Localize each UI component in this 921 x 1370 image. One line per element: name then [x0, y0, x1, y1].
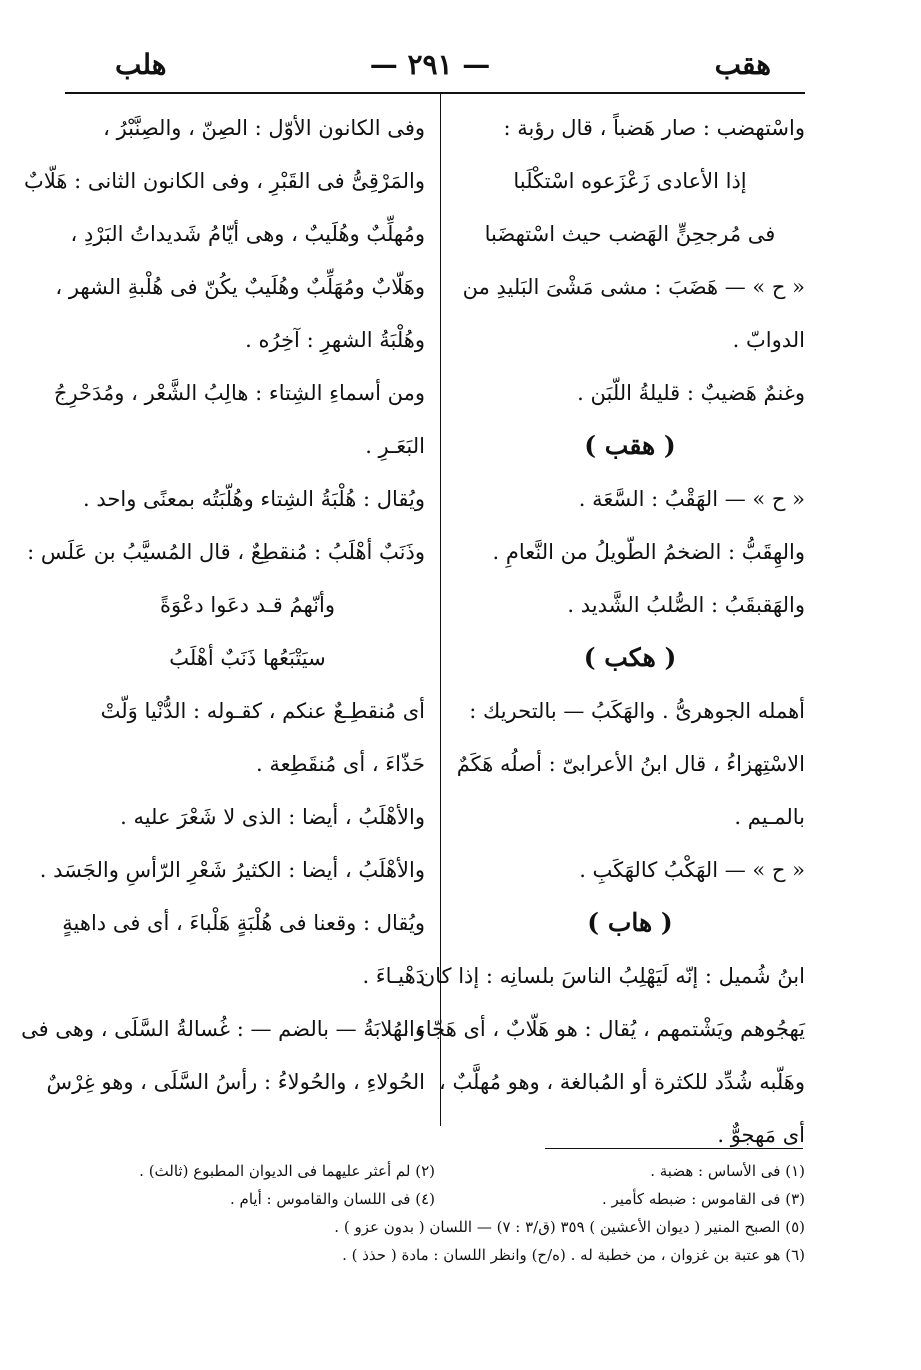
text-line: حَذّاءَ ، أى مُنقَطِعة . — [256, 752, 425, 776]
text-line: ومن أسماءِ الشِتاء : هالِبُ الشَّعْر ، ومُدَحْرِجُ — [53, 381, 425, 405]
text-line: وغنمٌ هَضيبٌ : قليلةُ اللّبَن . — [577, 381, 805, 405]
footnote: (٥) الصبح المنير ( ديوان الأعشين ) ٣٥٩ (ق/٣ : ٧) — اللسان ( بدون عزو ) . — [334, 1218, 805, 1236]
footnote: (٦) هو عتبة بن غزوان ، من خطبة له . (ه/ح) وانظر اللسان : مادة ( حذذ ) . — [342, 1246, 805, 1264]
footnote: (٣) فى القاموس : ضبطه كأمير . — [601, 1190, 805, 1208]
text-line: ويُقال : هُلْبَةُ الشِتاء وهُلّبَتُه بمعنًى واحد . — [83, 487, 425, 511]
header-left-word: هلب — [115, 48, 167, 81]
page-header — [0, 48, 921, 92]
text-line: والهُلابَةُ — بالضم — : غُسالةُ السَّلَى ، وهى فى — [21, 1017, 425, 1041]
text-line: وفى الكانون الأوّل : الصِنّ ، والصِنَّبْرُ ، — [103, 116, 425, 140]
text-line: البَعَـرِ . — [365, 434, 425, 458]
text-line: الاسْتِهزاءُ ، قال ابنُ الأعرابىّ : أصلُه هَكَمٌ — [456, 752, 805, 776]
footnote-row — [65, 1214, 805, 1242]
text-line: وهُلْبَةُ الشهرِ : آخِرُه . — [245, 328, 425, 352]
text-line: يَهجُوهم ويَشْتمهم ، يُقال : هو هَلّابٌ ، أى هَجّاء ، — [402, 1017, 805, 1041]
text-line: الدوابّ . — [732, 328, 805, 352]
text-line: دَهْيـاءَ . — [362, 964, 425, 988]
left-column — [21, 112, 425, 1119]
text-line: والأهْلَبُ ، أيضا : الكثيرُ شَعْرِ الرّأسِ والجَسَد . — [39, 858, 425, 882]
footnote-row — [65, 1158, 805, 1186]
text-line: والمَرْقِىُّ فى القَبْرِ ، وفى الكانون الثانى : هَلّابٌ — [24, 169, 425, 193]
text-line: وهَلّابٌ ومُهَلِّبٌ وهُلَيبٌ يكُنّ فى هُلْبةِ الشهر ، — [55, 275, 425, 299]
text-line: « ح » — الهَقْبُ : السَّعَة . — [578, 487, 805, 511]
header-right-word: هقب — [714, 48, 771, 81]
footnote: (١) فى الأساس : هضبة . — [650, 1162, 805, 1180]
header-rule — [65, 92, 805, 94]
entry-heading: ( هكب ) — [583, 643, 677, 672]
text-line: بالمـيم . — [734, 805, 805, 829]
text-line: « ح » — هَضَبَ : مشى مَشْىَ البَليدِ من — [462, 275, 805, 299]
footnotes — [65, 1158, 805, 1270]
footnote-row — [65, 1242, 805, 1270]
entry-heading: ( هقب ) — [584, 431, 676, 460]
page-number: — ٢٩١ — — [369, 48, 491, 81]
verse-line: إذا الأعادى زَعْزَعوه اسْتكْلَبا — [513, 169, 747, 193]
text-line: أى مَهجوٌّ . — [717, 1123, 805, 1147]
footnote: (٢) لم أعثر عليهما فى الديوان المطبوع (ثالث) . — [139, 1162, 435, 1180]
verse-line: وأنّهمُ قـد دعَوا دعْوَةً — [159, 593, 335, 617]
text-line: أى مُنقطِـعٌ عنكم ، كقـوله : الدُّنْيا وَلّتْ — [100, 699, 425, 723]
text-line: والهَقبقَبُ : الصُّلبُ الشَّديد . — [567, 593, 805, 617]
text-line: واسْتهضب : صار هَضباً ، قال رؤبة : — [503, 116, 805, 140]
text-line: الحُولاءِ ، والحُولاءُ : رأسُ السَّلَى ، وهو غِرْسٌ — [46, 1070, 425, 1094]
entry-heading: ( هاب ) — [587, 908, 673, 937]
text-line: وذَنَبٌ أهْلَبُ : مُنقطِعٌ ، قال المُسيَّبُ بن عَلَس : — [27, 540, 425, 564]
text-line: والهِقَبُّ : الضخمُ الطّويلُ من النَّعامِ . — [492, 540, 805, 564]
text-line: وهَلّبه شُدِّد للكثرة أو المُبالغة ، وهو مُهلَّبٌ ، — [438, 1070, 805, 1094]
text-line: « ح » — الهَكْبُ كالهَكَبِ . — [579, 858, 805, 882]
footnote-row — [65, 1186, 805, 1214]
verse-line: فى مُرجحِنٍّ الهَضب حيث اسْتهضَبا — [484, 222, 776, 246]
footnote-rule — [545, 1148, 803, 1149]
footnote: (٤) فى اللسان والقاموس : أيام . — [230, 1190, 435, 1208]
text-line: والأهْلَبُ ، أيضا : الذى لا شَعْرَ عليه . — [120, 805, 425, 829]
text-line: ابنُ شُميل : إنّه لَيَهْلِبُ الناسَ بلسانِه : إذا كان — [419, 964, 805, 988]
text-line: ويُقال : وقعنا فى هُلْبَةٍ هَلْباءَ ، أى فى داهيةٍ — [62, 911, 425, 935]
text-line: ومُهلِّبٌ وهُلَيبٌ ، وهى أيّامُ شَديداتُ البَرْدِ ، — [70, 222, 425, 246]
right-column — [402, 112, 805, 1172]
text-line: أهمله الجوهرىُّ . والهَكَبُ — بالتحريك : — [469, 699, 805, 723]
verse-line: سيَتْبَعُها ذَنَبٌ أهْلَبُ — [169, 646, 326, 670]
